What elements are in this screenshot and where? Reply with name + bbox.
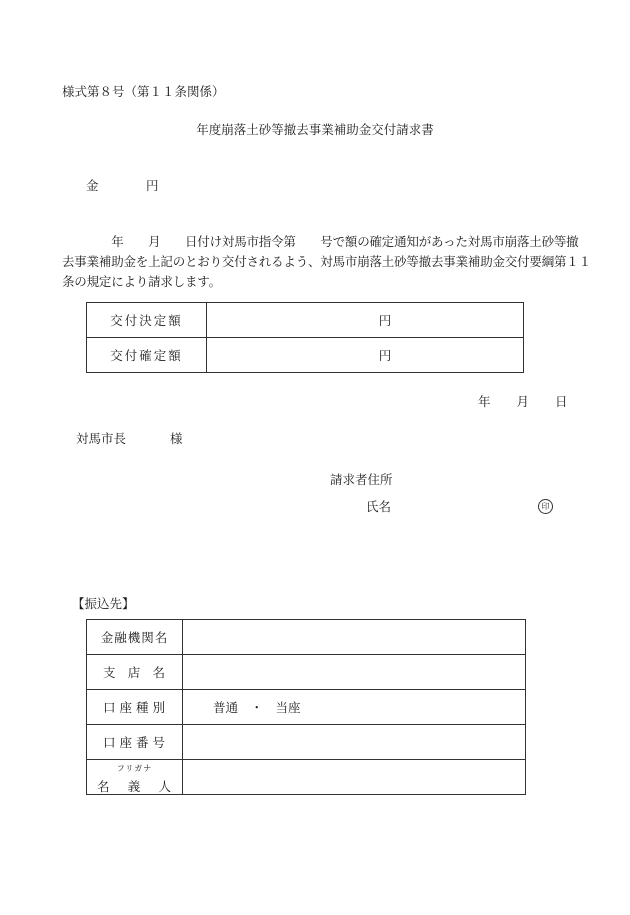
table-row <box>87 690 526 725</box>
body-line: 去事業補助金を上記のとおり交付されるよう、対馬市崩落土砂等撤去事業補助金交付要綱第１１ <box>62 254 591 269</box>
table-row <box>87 620 526 655</box>
date-year: 年 <box>478 394 491 409</box>
yen-unit: 円 <box>378 313 392 328</box>
table-row <box>87 303 524 338</box>
bank-name-field[interactable] <box>183 620 526 655</box>
addressee-name: 対馬市長 <box>76 431 127 446</box>
document-title: 年度崩落土砂等撤去事業補助金交付請求書 <box>196 122 434 137</box>
label-char: 種 <box>135 700 150 715</box>
label-char: 号 <box>152 735 166 750</box>
account-type-label <box>87 690 183 725</box>
account-holder-field[interactable] <box>183 760 526 795</box>
claimant-address-label: 請求者住所 <box>330 472 393 487</box>
label-char: 店 <box>127 665 142 680</box>
label-char: 座 <box>119 735 133 750</box>
label-char: 口 <box>103 700 117 715</box>
label-char: 口 <box>103 735 117 750</box>
label-char: 名 <box>152 665 166 680</box>
amount-prefix: 金 <box>86 178 99 193</box>
account-holder-label <box>87 760 183 795</box>
addressee-honorific: 様 <box>170 431 183 446</box>
label-char: 別 <box>152 700 166 715</box>
label-char: 番 <box>135 735 150 750</box>
bank-name-label: 金融機関名 <box>87 620 183 655</box>
grant-confirmed-value[interactable] <box>207 338 524 373</box>
request-date <box>478 396 568 409</box>
table-row <box>87 655 526 690</box>
body-line: 年 月 日付け対馬市指令第 号で額の確定通知があった対馬市崩落土砂等撤 <box>62 234 579 249</box>
grant-decided-value[interactable] <box>207 303 524 338</box>
branch-name-field[interactable] <box>183 655 526 690</box>
claimant-name-label: 氏名 <box>366 499 392 514</box>
branch-name-label <box>87 655 183 690</box>
label-char: 人 <box>158 779 172 794</box>
furigana-label: フリガナ <box>116 764 153 773</box>
label-char: 名 <box>97 779 111 794</box>
table-row <box>87 760 526 795</box>
form-number: 様式第８号（第１１条関係） <box>62 84 225 99</box>
body-line: 条の規定により請求します。 <box>62 274 221 289</box>
table-row <box>87 338 524 373</box>
yen-unit: 円 <box>378 348 392 363</box>
account-number-label <box>87 725 183 760</box>
transfer-heading: 【振込先】 <box>72 596 135 611</box>
bank-transfer-table <box>86 619 526 795</box>
amount-unit: 円 <box>146 178 159 193</box>
request-body-text <box>62 232 592 292</box>
account-type-field[interactable]: 普通 ・ 当座 <box>183 690 526 725</box>
grant-decided-label: 交付決定額 <box>87 303 207 338</box>
date-month: 月 <box>516 394 530 409</box>
label-char: 支 <box>103 665 117 680</box>
label-char: 座 <box>119 700 133 715</box>
account-number-field[interactable] <box>183 725 526 760</box>
label-char: 義 <box>127 779 142 794</box>
table-row <box>87 725 526 760</box>
date-day: 日 <box>555 394 568 409</box>
seal-mark: 印 <box>538 499 553 514</box>
grant-confirmed-label: 交付確定額 <box>87 338 207 373</box>
grant-amount-table <box>86 302 524 373</box>
